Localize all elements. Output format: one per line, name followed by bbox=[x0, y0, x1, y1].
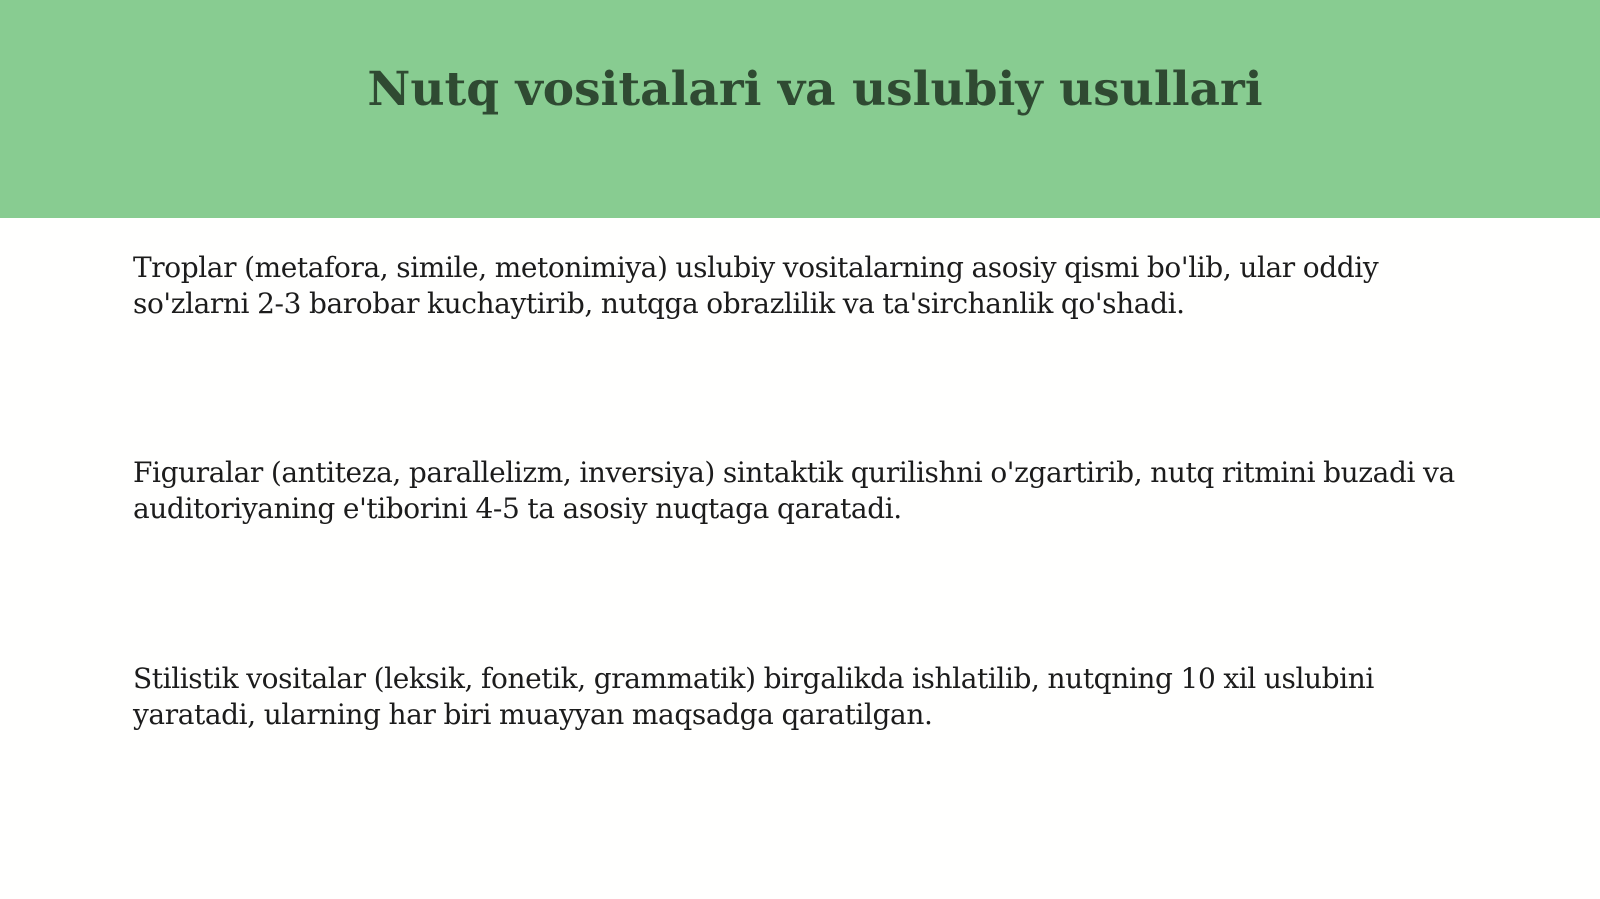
paragraph-stilistik-vositalar: Stilistik vositalar (leksik, fonetik, grammatik) birgalikda ishlatilib, nutqning 10 xil uslubini yaratadi, ularning har biri muayyan maqsadga qaratilgan. bbox=[133, 662, 1374, 731]
paragraph-troplar: Troplar (metafora, simile, metonimiya) uslubiy vositalarning asosiy qismi bo'lib, ular oddiy so'zlarni 2-3 barobar kuchaytirib, nutqga obrazlilik va ta'sirchanlik qo'shadi. bbox=[133, 251, 1379, 320]
slide-title: Nutq vositalari va uslubiy usullari bbox=[367, 62, 1263, 117]
paragraph-figuralar: Figuralar (antiteza, parallelizm, inversiya) sintaktik qurilishni o'zgartirib, nutq ritmini buzadi va auditoriyaning e'tiborini 4-5 ta asosiy nuqtaga qaratadi. bbox=[133, 456, 1455, 525]
title-banner bbox=[0, 0, 1600, 218]
